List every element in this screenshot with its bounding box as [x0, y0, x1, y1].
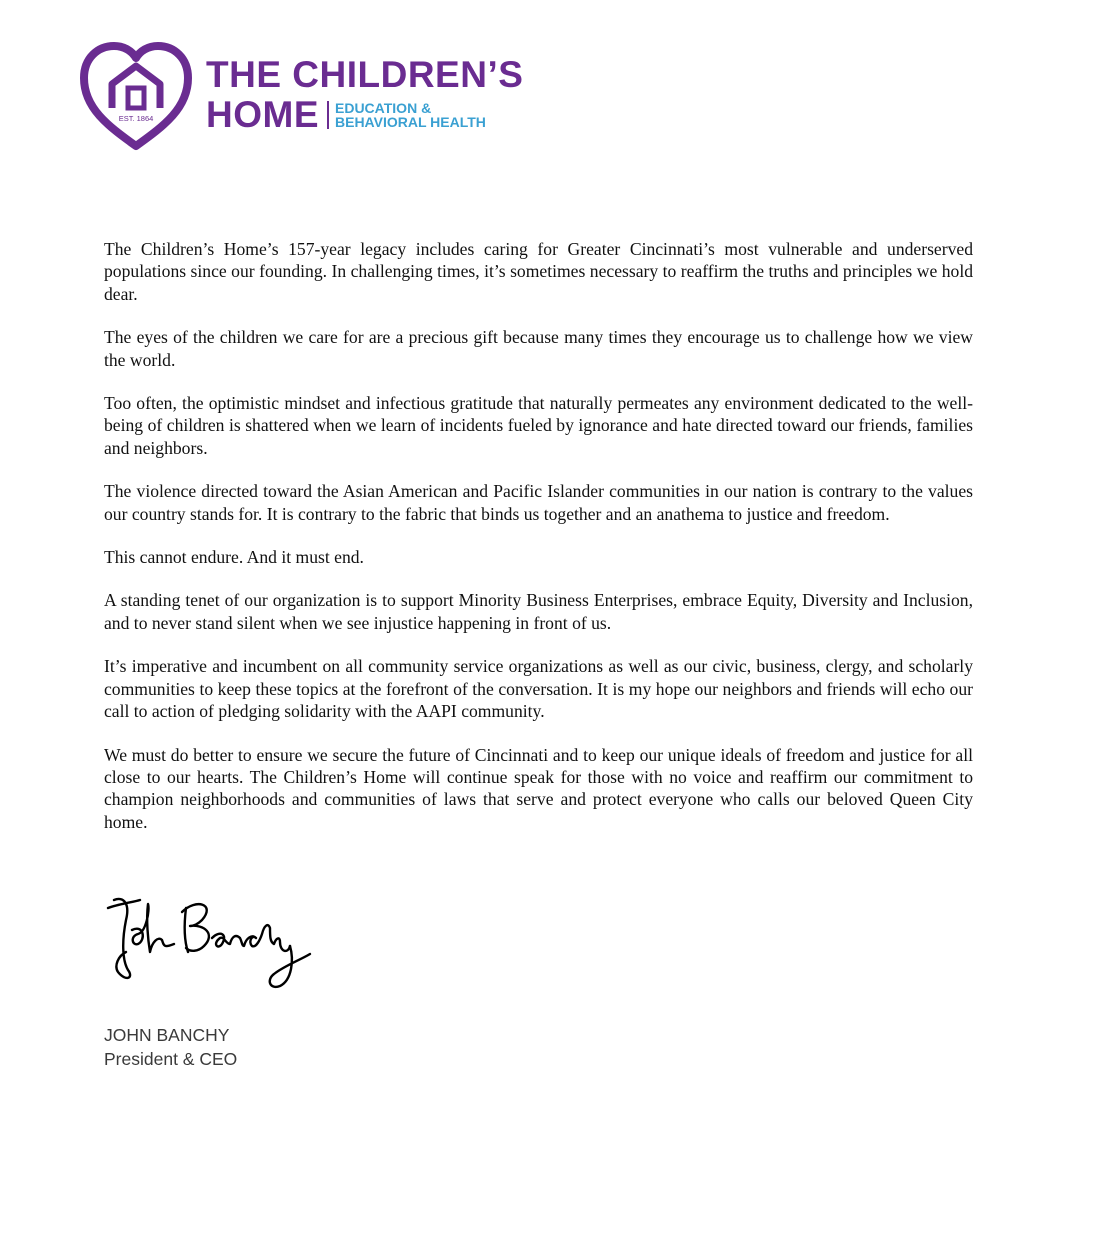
- paragraph: It’s imperative and incumbent on all community service organizations as well as our civic, business, clergy, and scholarly communities to keep these topics at the forefront of the conversation. It is my hope our neighbors and friends will echo our call to action of pledging solidarity with the AAPI community.: [104, 656, 973, 722]
- heart-house-logo-icon: [78, 42, 194, 152]
- paragraph: The eyes of the children we care for are a precious gift because many times they encourage us to challenge how we view the world.: [104, 327, 973, 370]
- logo-divider: [327, 101, 329, 129]
- signer-block: [104, 1023, 237, 1071]
- paragraph: This cannot endure. And it must end.: [104, 547, 364, 568]
- logo-est-label: EST. 1864: [118, 114, 154, 123]
- signer-title: President & CEO: [104, 1049, 238, 1069]
- signer-name: JOHN BANCHY: [104, 1025, 230, 1045]
- paragraph: The Children’s Home’s 157-year legacy includes caring for Greater Cincinnati’s most vulnerable and underserved populations since our founding. In challenging times, it’s sometimes necessary to reaffirm the truths and principles we hold dear.: [104, 239, 973, 304]
- letter-body: [104, 238, 973, 854]
- logo-tagline: [335, 101, 486, 129]
- logo-name-line1: THE CHILDREN’S: [206, 54, 524, 95]
- paragraph: We must do better to ensure we secure the future of Cincinnati and to keep our unique ideals of freedom and justice for all close to our hearts. The Children’s Home will continue speak for those with no voice and reaffirm our commitment to champion neighborhoods and communities of laws that serve and protect everyone who calls our beloved Queen City home.: [104, 744, 973, 832]
- paragraph: A standing tenet of our organization is to support Minority Business Enterprises, embrace Equity, Diversity and Inclusion, and to never stand silent when we see injustice happening in front of us.: [104, 590, 973, 633]
- organization-logo: [78, 42, 524, 152]
- logo-name-line2: HOME: [206, 94, 319, 135]
- logo-tagline-line2: BEHAVIORAL HEALTH: [335, 114, 486, 130]
- handwritten-signature: [104, 890, 314, 995]
- logo-wordmark: [206, 56, 523, 134]
- paragraph: The violence directed toward the Asian American and Pacific Islander communities in our nation is contrary to the values our country stands for. It is contrary to the fabric that binds us together and an anathema to justice and freedom.: [104, 481, 973, 524]
- logo-tagline-line1: EDUCATION &: [335, 100, 432, 116]
- paragraph: Too often, the optimistic mindset and infectious gratitude that naturally permeates any environment dedicated to the well-being of children is shattered when we learn of incidents fueled by ignorance and hate directed toward our friends, families and neighbors.: [104, 393, 973, 458]
